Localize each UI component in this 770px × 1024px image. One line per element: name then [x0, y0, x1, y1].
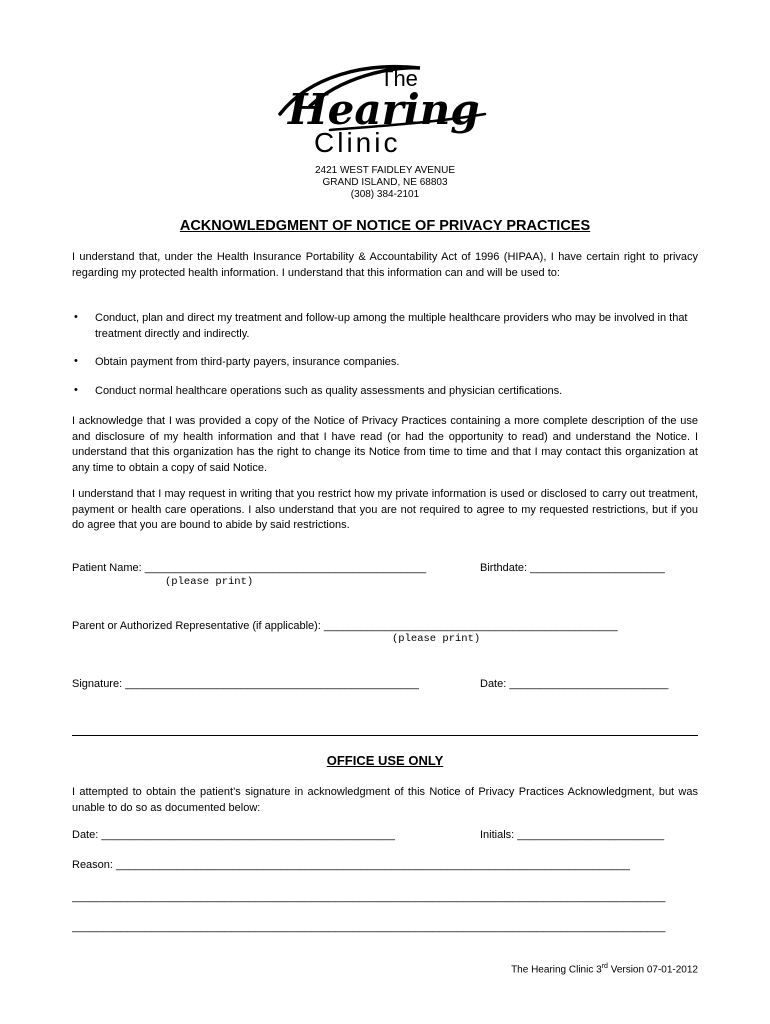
footer-superscript: rd: [601, 963, 608, 970]
date-field[interactable]: Date: __________________________: [480, 678, 669, 690]
address-street: 2421 WEST FAIDLEY AVENUE: [314, 165, 456, 176]
address-phone: (308) 384-2101: [350, 189, 420, 200]
bullet-item-payment: Obtain payment from third-party payers, insurance companies.: [95, 356, 400, 368]
logo-clinic: Clinic: [314, 127, 401, 158]
document-title: ACKNOWLEDGMENT OF NOTICE OF PRIVACY PRACTICES: [179, 218, 591, 234]
please-print-hint: (please print): [165, 576, 254, 588]
office-use-text: I attempted to obtain the patient’s signature in acknowledgment of this Notice of Privacy Practices Acknowledgment, but was unable to do so as documented below:: [72, 786, 698, 814]
office-date-field[interactable]: Date: ________________________________________________: [72, 829, 395, 841]
initials-field[interactable]: Initials: ________________________: [480, 829, 665, 841]
bullet-marker: •: [74, 355, 78, 367]
intro-paragraph: I understand that, under the Health Insurance Portability & Accountability Act of 1996 (HIPAA), I have certain right to privacy regarding my protected health information. I understand that this information can and will be used to:: [72, 251, 698, 279]
reason-line[interactable]: _________________________________________________________________________________________________: [72, 891, 666, 903]
restrictions-paragraph: I understand that I may request in writing that you restrict how my private information is used or disclosed to carry out treatment, payment or health care operations. I also understand that you are not required to agree to my requested restrictions, but if you do agree that you are bound to abide by said restrictions.: [72, 488, 698, 531]
footer-text: The Hearing Clinic 3: [511, 964, 602, 976]
please-print-hint: (please print): [392, 633, 481, 645]
birthdate-field[interactable]: Birthdate: ______________________: [480, 562, 665, 574]
clinic-logo: [270, 56, 500, 160]
footer-version: Version 07-01-2012: [607, 964, 698, 976]
bullet-marker: •: [74, 384, 78, 396]
reason-line[interactable]: _________________________________________________________________________________________________: [72, 921, 666, 933]
section-divider: [72, 735, 698, 736]
address-city: GRAND ISLAND, NE 68803: [322, 177, 448, 188]
bullet-item-treatment: Conduct, plan and direct my treatment and follow-up among the multiple healthcare providers who may be involved in that treatment directly and indirectly.: [95, 312, 688, 340]
logo-the: The: [380, 66, 418, 91]
signature-field[interactable]: Signature: ________________________________________________: [72, 678, 419, 690]
bullet-marker: •: [74, 311, 78, 323]
version-footer: [511, 963, 698, 975]
acknowledge-paragraph: I acknowledge that I was provided a copy of the Notice of Privacy Practices containing a more complete description of the use and disclosure of my health information and that I have read (or had the opportunity to read) and understand the Notice. I understand that this organization has the right to change its Notice from time to time and that I may contact this organization at any time to obtain a copy of said Notice.: [72, 415, 698, 474]
office-use-title: OFFICE USE ONLY: [326, 753, 444, 768]
parent-representative-field[interactable]: Parent or Authorized Representative (if applicable): ________________________________________________: [72, 620, 618, 632]
patient-name-field[interactable]: Patient Name: ______________________________________________: [72, 562, 427, 574]
logo-hearing: Hearing: [288, 85, 480, 134]
reason-field[interactable]: Reason: ____________________________________________________________________________________: [72, 859, 630, 871]
bullet-item-operations: Conduct normal healthcare operations such as quality assessments and physician certifications.: [95, 385, 563, 397]
